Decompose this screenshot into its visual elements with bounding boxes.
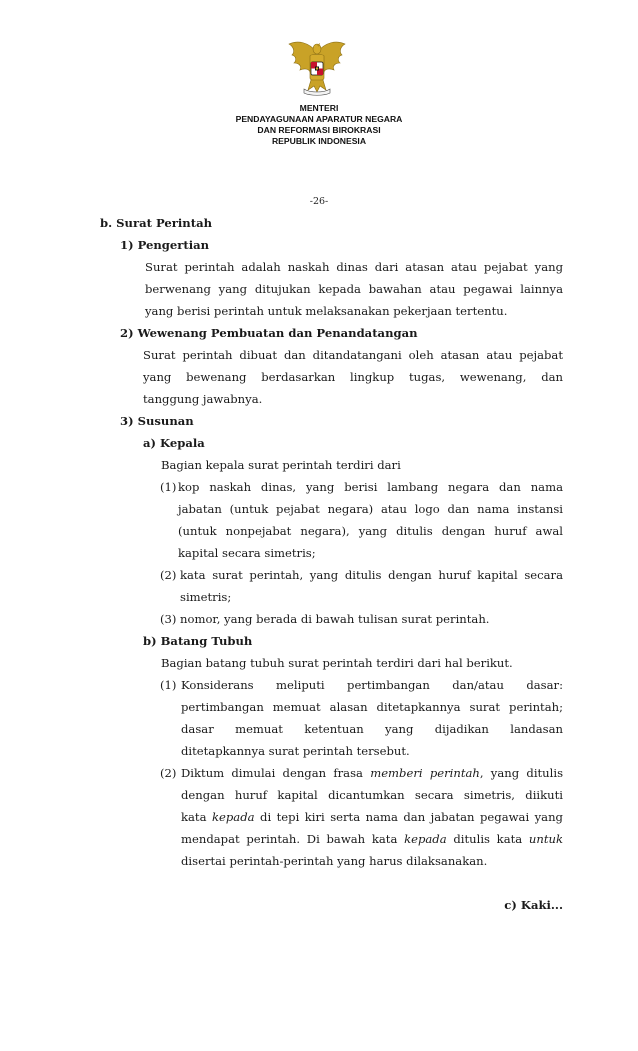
list-item-line: ditetapkannya surat perintah tersebut.	[181, 744, 410, 758]
text-run: , yang ditulis	[479, 766, 564, 780]
text-run: ditulis kata	[446, 832, 529, 846]
list-item-line: kop naskah dinas, yang berisi lambang negara dan nama	[178, 480, 563, 494]
italic-term: memberi perintah	[370, 766, 480, 780]
subsection-2-paragraph	[143, 344, 563, 410]
text-run: mendapat perintah. Di bawah kata	[181, 832, 405, 846]
part-b-intro: Bagian batang tubuh surat perintah terdiri dari hal berikut.	[161, 656, 513, 670]
list-item	[160, 762, 563, 872]
text-run: di tepi kiri serta nama dan jabatan pegawai yang	[254, 810, 563, 824]
list-item-line	[181, 806, 563, 828]
part-a-heading: a) Kepala	[143, 436, 205, 450]
italic-term: untuk	[528, 832, 563, 846]
list-item	[160, 476, 563, 564]
list-item-text	[180, 564, 563, 608]
subsection-2-heading: 2) Wewenang Pembuatan dan Penandatangan	[120, 326, 418, 340]
list-item-line	[181, 828, 563, 850]
letterhead-line-4: REPUBLIK INDONESIA	[271, 136, 367, 146]
letterhead	[0, 103, 638, 147]
italic-term: kepada	[404, 832, 447, 846]
text-run: kata	[181, 810, 212, 824]
list-item-line: disertai perintah-perintah yang harus dilaksanakan.	[181, 854, 488, 868]
part-a-intro: Bagian kepala surat perintah terdiri dari	[161, 458, 401, 472]
list-item-line: Konsiderans meliputi pertimbangan dan/atau dasar:	[181, 678, 563, 692]
list-item-line: nomor, yang berada di bawah tulisan surat perintah.	[180, 612, 490, 626]
subsection-3-heading: 3) Susunan	[120, 414, 194, 428]
list-item-line: jabatan (untuk pejabat negara) atau logo dan nama instansi	[178, 502, 563, 516]
list-item-text	[178, 476, 563, 564]
list-item	[160, 674, 563, 762]
list-item-line	[181, 762, 563, 784]
list-item-line: dasar memuat ketentuan yang dijadikan landasan	[181, 722, 563, 736]
list-item-line: pertimbangan memuat alasan ditetapkannya surat perintah;	[181, 700, 563, 714]
list-item-text	[181, 674, 563, 762]
list-item-text	[180, 608, 563, 630]
list-item-number: (2)	[160, 568, 177, 582]
list-item	[160, 564, 563, 608]
list-item-text	[181, 762, 563, 872]
list-item-line: kapital secara simetris;	[178, 546, 316, 560]
paragraph-line: tanggung jawabnya.	[143, 392, 263, 406]
letterhead-line-1: MENTERI	[299, 103, 339, 113]
list-item-line: (untuk nonpejabat negara), yang ditulis dengan huruf awal	[178, 524, 563, 538]
text-run: Diktum dimulai dengan frasa	[181, 766, 371, 780]
list-item-number: (1)	[160, 480, 177, 494]
list-item-line: simetris;	[180, 590, 232, 604]
subsection-1-paragraph	[145, 256, 563, 322]
paragraph-line: Surat perintah dibuat dan ditandatangani oleh atasan atau pejabat	[143, 348, 563, 362]
letterhead-line-2: PENDAYAGUNAAN APARATUR NEGARA	[235, 114, 403, 124]
page-number: -26-	[309, 196, 329, 207]
garuda-pancasila-emblem	[286, 38, 348, 100]
list-item-number: (2)	[160, 766, 177, 780]
paragraph-line: Surat perintah adalah naskah dinas dari atasan atau pejabat yang	[145, 260, 563, 274]
list-item-line: dengan huruf kapital dicantumkan secara simetris, diikuti	[181, 788, 563, 802]
list-item-number: (1)	[160, 678, 177, 692]
next-page-reference: c) Kaki...	[504, 898, 563, 912]
subsection-1-heading: 1) Pengertian	[120, 238, 210, 252]
paragraph-line: berwenang yang ditujukan kepada bawahan atau pegawai lainnya	[145, 282, 563, 296]
part-b-heading: b) Batang Tubuh	[143, 634, 253, 648]
list-item-line: kata surat perintah, yang ditulis dengan huruf kapital secara	[180, 568, 563, 582]
section-b-title: b. Surat Perintah	[100, 216, 213, 230]
italic-term: kepada	[211, 810, 255, 824]
list-item-number: (3)	[160, 612, 177, 626]
list-item	[160, 608, 563, 630]
paragraph-line: yang berisi perintah untuk melaksanakan pekerjaan tertentu.	[145, 304, 508, 318]
paragraph-line: yang bewenang berdasarkan lingkup tugas, wewenang, dan	[143, 370, 563, 384]
letterhead-line-3: DAN REFORMASI BIROKRASI	[257, 125, 381, 135]
